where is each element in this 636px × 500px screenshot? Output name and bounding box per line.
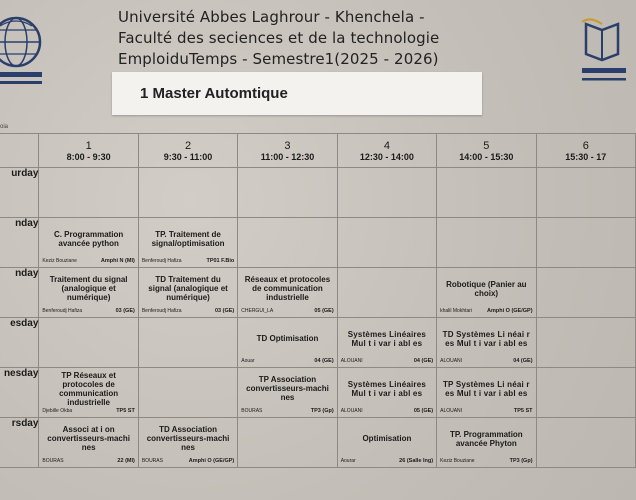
session-title: TP. Programmation avancée Phyton	[449, 429, 523, 448]
session-cell[interactable]	[437, 418, 536, 468]
session-room: 26 (Salle Ing)	[399, 458, 434, 464]
session-teacher: Benferoudj Hafiza	[141, 258, 182, 264]
session-title: Associ at i on convertisseurs-machi nes	[47, 425, 130, 452]
day-row-tuesday	[0, 318, 636, 368]
session-cell[interactable]	[437, 268, 536, 318]
timetable-grid	[0, 133, 636, 468]
session-room: Amphi O (GE/GP)	[487, 308, 533, 314]
session-cell[interactable]	[39, 268, 138, 318]
slot-time: 8:00 - 9:30	[66, 152, 111, 162]
session-teacher: Aouar	[241, 358, 255, 364]
university-name: Université Abbes Laghrour - Khenchela -	[118, 8, 425, 26]
session-cell[interactable]	[39, 418, 138, 468]
session-teacher: ALOUANI	[440, 408, 463, 414]
timetable-title: EmploiduTemps - Semestre1(2025 - 2026)	[118, 50, 439, 68]
session-room: 05 (GE)	[413, 408, 434, 414]
session-cell-empty	[437, 218, 536, 268]
session-cell-empty	[337, 168, 436, 218]
day-row-sunday	[0, 218, 636, 268]
slot-time: 15:30 - 17	[565, 152, 607, 162]
slot-time: 14:00 - 15:30	[459, 152, 514, 162]
slot-number: 6	[582, 140, 589, 152]
session-title: TD Systèmes Li néai r es Mul t i var i abl es	[442, 329, 530, 348]
session-cell-empty	[536, 418, 635, 468]
session-room: Amphi N (MI)	[100, 258, 135, 264]
faculty-name: Faculté des seciences et de la technologie	[118, 29, 440, 47]
slot-time: 11:00 - 12:30	[260, 152, 315, 162]
session-title: TP Réseaux et protocoles de communication industrielle	[59, 370, 119, 407]
session-title: TD Optimisation	[256, 334, 319, 343]
university-logo-left	[0, 8, 52, 98]
session-cell-empty	[39, 318, 138, 368]
session-teacher: ALOUANI	[440, 358, 463, 364]
session-cell[interactable]	[238, 268, 337, 318]
slot-number: 3	[284, 140, 291, 152]
session-cell[interactable]	[238, 318, 337, 368]
session-room: 04 (GE)	[314, 358, 334, 364]
day-row-wednesday	[0, 368, 636, 418]
day-row-monday	[0, 268, 636, 318]
session-cell[interactable]	[138, 418, 237, 468]
session-cell-empty	[536, 268, 635, 318]
session-title: TD Traitement du signal (analogique et numérique)	[148, 275, 228, 302]
day-label: nesday	[0, 368, 39, 418]
session-cell[interactable]	[138, 268, 237, 318]
session-title: Robotique (Panier au choix)	[446, 279, 527, 298]
slot-time: 12:30 - 14:00	[359, 152, 414, 162]
session-cell-empty	[238, 168, 337, 218]
session-cell[interactable]	[238, 368, 337, 418]
class-name: 1 Master Automtique	[140, 85, 288, 102]
session-room: 03 (GE)	[115, 308, 135, 314]
session-teacher: Keziz Bouziane	[440, 458, 475, 464]
session-cell-empty	[337, 218, 436, 268]
day-label: esday	[0, 318, 39, 368]
session-teacher: Djebille Okba	[42, 408, 73, 414]
session-room: TP01 F.Bio	[206, 258, 235, 264]
session-room: 04 (GE)	[413, 358, 434, 364]
session-room: 04 (GE)	[513, 358, 533, 364]
university-logo-right	[572, 14, 632, 94]
session-title: Systèmes Linéaires Mul t i var i abl es	[347, 379, 427, 398]
session-title: TP. Traitement de signal/optimisation	[151, 229, 225, 248]
session-room: Amphi O (GE/GP)	[188, 458, 235, 464]
session-room: TP5 ST	[116, 408, 135, 414]
session-teacher: Benferoudj Hafiza	[42, 308, 83, 314]
session-cell-empty	[536, 168, 635, 218]
session-cell-empty	[536, 218, 635, 268]
session-cell[interactable]	[337, 318, 436, 368]
session-cell[interactable]	[337, 368, 436, 418]
session-room: TP3 (Gp)	[509, 458, 533, 464]
day-label: rsday	[0, 418, 39, 468]
session-room: 22 (MI)	[117, 458, 135, 464]
day-label: nday	[0, 268, 39, 318]
corner-cell	[0, 134, 39, 168]
slot-header-row	[0, 134, 636, 168]
session-cell[interactable]	[39, 368, 138, 418]
slot-number: 5	[483, 140, 490, 152]
session-teacher: BOURAS	[42, 458, 64, 464]
day-row-thursday	[0, 418, 636, 468]
session-teacher: Keziz Bouziane	[42, 258, 77, 264]
session-title: TD Association convertisseurs-machi nes	[146, 425, 230, 452]
slot-header-4	[337, 134, 436, 168]
session-teacher: khalil Mokhtari	[440, 308, 473, 314]
session-room: 05 (GE)	[314, 308, 334, 314]
session-teacher: Aourar	[340, 458, 356, 464]
slot-time: 9:30 - 11:00	[163, 152, 213, 162]
slot-header-1	[39, 134, 138, 168]
session-cell-empty	[138, 318, 237, 368]
session-teacher: BOURAS	[241, 408, 263, 414]
session-room: TP5 ST	[513, 408, 533, 414]
day-label: urday	[0, 168, 39, 218]
session-cell-empty	[437, 168, 536, 218]
session-title: Systèmes Linéaires Mul t i var i abl es	[347, 329, 427, 348]
session-cell-empty	[536, 318, 635, 368]
session-title: Optimisation	[362, 434, 412, 443]
slot-header-5	[437, 134, 536, 168]
tiny-label: oia	[0, 124, 9, 130]
session-title: TP Systèmes Li néai r es Mul t i var i abl es	[442, 379, 530, 398]
session-cell[interactable]	[437, 318, 536, 368]
session-title: TP Association convertisseurs-machi nes	[246, 375, 329, 402]
slot-header-6	[536, 134, 635, 168]
session-cell-empty	[536, 368, 635, 418]
session-title: Réseaux et protocoles de communication industrielle	[244, 275, 331, 302]
session-teacher: BOURAS	[141, 458, 163, 464]
session-cell-empty	[337, 268, 436, 318]
slot-number: 1	[85, 140, 92, 152]
session-cell-empty	[138, 168, 237, 218]
session-cell[interactable]	[337, 418, 436, 468]
session-room: 03 (GE)	[215, 308, 235, 314]
session-cell[interactable]	[437, 368, 536, 418]
day-label: nday	[0, 218, 39, 268]
session-teacher: ALOUANI	[340, 408, 363, 414]
slot-number: 2	[184, 140, 192, 152]
session-title: Traitement du signal (analogique et numérique)	[49, 275, 128, 302]
session-cell-empty	[238, 418, 337, 468]
day-row-saturday	[0, 168, 636, 218]
slot-header-3	[238, 134, 337, 168]
session-cell[interactable]	[138, 218, 237, 268]
session-cell-empty	[238, 218, 337, 268]
session-teacher: Benferoudj Hafiza	[141, 308, 182, 314]
session-cell-empty	[138, 368, 237, 418]
session-room: TP3 (Gp)	[310, 408, 334, 414]
slot-number: 4	[383, 140, 390, 152]
session-cell[interactable]	[39, 218, 138, 268]
class-banner	[112, 72, 482, 115]
session-title: C. Programmation avancée python	[53, 229, 124, 248]
session-cell-empty	[39, 168, 138, 218]
session-teacher: ALOUANI	[340, 358, 363, 364]
slot-header-2	[138, 134, 237, 168]
session-teacher: CHERGUI_LA	[241, 308, 274, 314]
